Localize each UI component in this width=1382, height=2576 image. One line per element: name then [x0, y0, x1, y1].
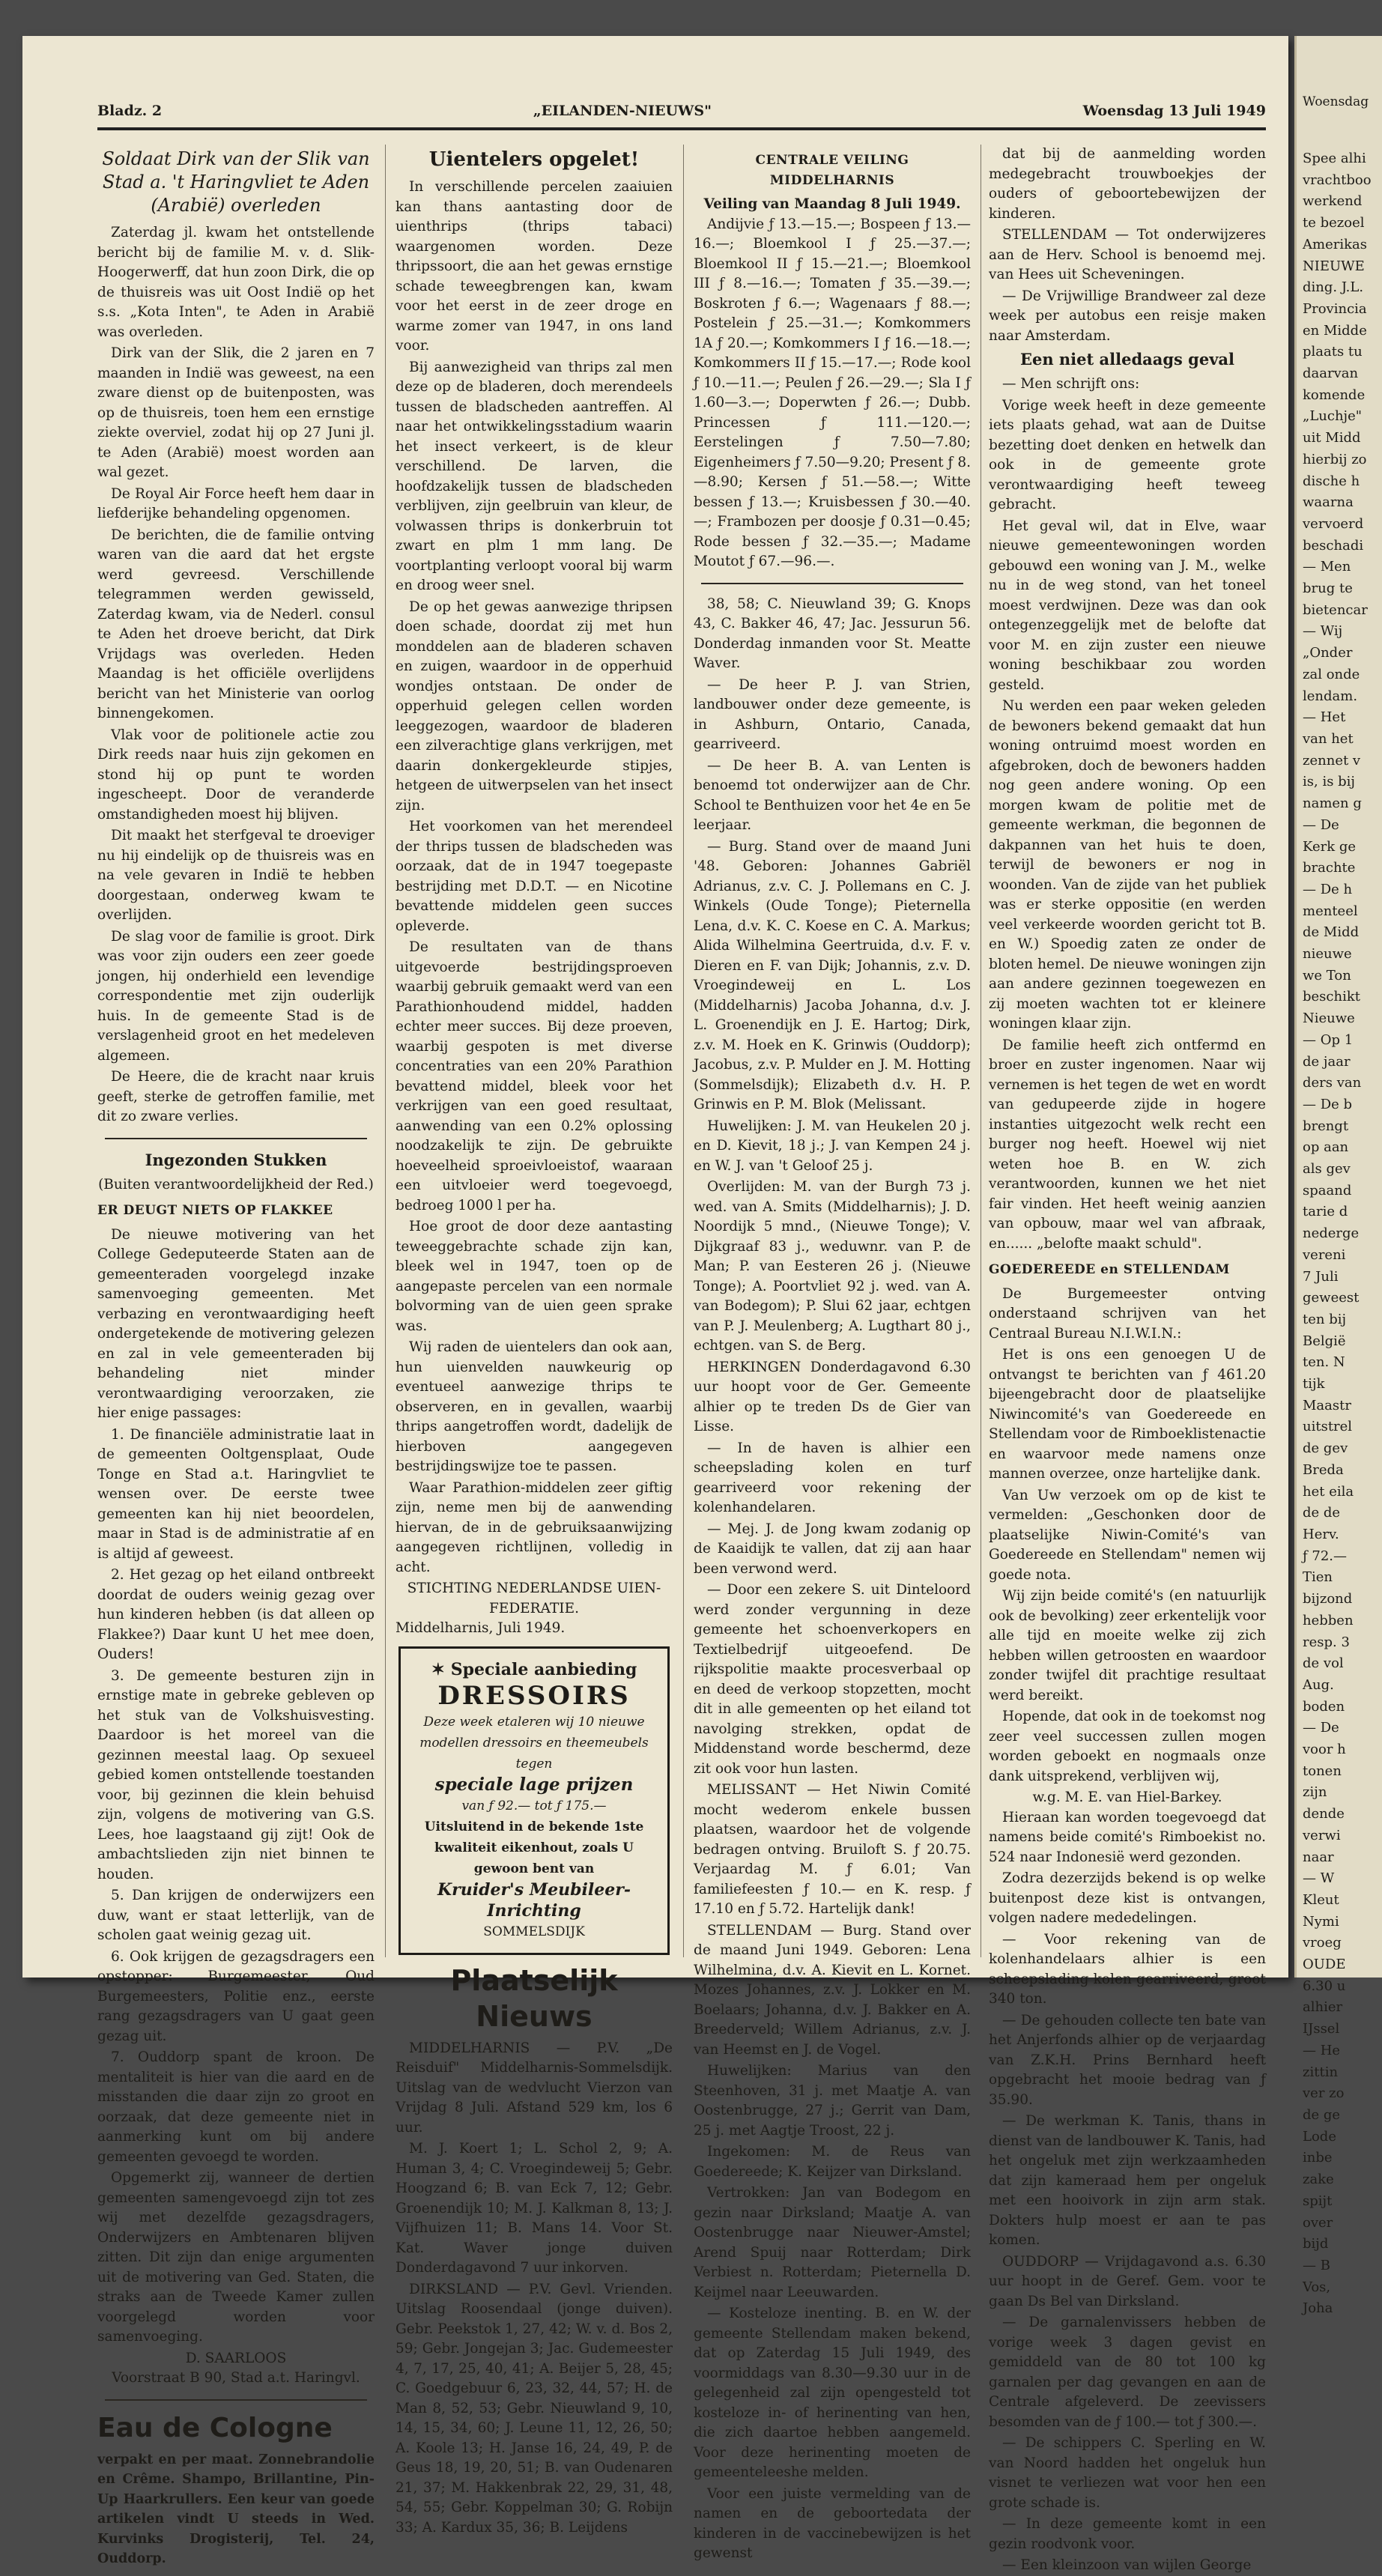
- article-title-goedereede: GOEDEREEDE en STELLENDAM: [989, 1262, 1230, 1277]
- next-page-line: zittin: [1303, 2064, 1339, 2080]
- article-flakkee: [97, 1225, 375, 2389]
- ad-dressoirs-line3: Deze week etaleren wij 10 nieuwe modellen dressoirs en theemeubels tegen: [419, 1714, 649, 1772]
- next-page-line: Kleut: [1303, 1891, 1339, 1908]
- next-page-line: het eila: [1303, 1483, 1354, 1500]
- paragraph: Opgemerkt zij, wanneer de dertien gemeenten samengevoegd zijn tot zes wij met dezelfde gezagsdragers, Onderwijzers en Ambtenaren blijven zitten. Dit zijn dan enige argumenten uit de motivering van Ged. Staten, die straks aan de Tweede Kamer zullen voorgelegd worden voor samenvoeging.: [97, 2170, 375, 2345]
- next-page-line: menteel: [1303, 903, 1358, 919]
- next-page-line: over: [1303, 2214, 1333, 2231]
- paragraph: M. J. Koert 1; L. Schol 2, 9; A. Human 3, 4; C. Vroegindeweij 5; Gebr. Hoogzand 6; B. van Eck 7, 12; Gebr. Groenendijk 10; M. J. Kalkman 8, 13; J. Vijfhuizen 11; B. Mans 14. Voor St. Kat. Waver jonge duiven Donderdagavond 7 uur inkorven.: [395, 2141, 673, 2276]
- newspaper-page: [22, 36, 1288, 2573]
- next-page-line: de de: [1303, 1505, 1341, 1521]
- next-page-line: en Midde: [1303, 322, 1367, 339]
- next-page-line: komende: [1303, 387, 1366, 403]
- next-page-line: zijn: [1303, 1784, 1327, 1801]
- paragraph: Zodra dezerzijds bekend is op welke buitenpost deze kist is ontvangen, volgen nadere mededelingen.: [989, 1870, 1266, 1926]
- next-page-line: voor h: [1303, 1742, 1346, 1758]
- next-page-line: zal onde: [1303, 666, 1360, 682]
- paragraph: Vlak voor de politionele actie zou Dirk reeds naar huis zijn gekomen en stond hij op punt te worden ingescheept. Door de veranderde omstandigheden moest hij blijven.: [97, 727, 375, 822]
- next-page-line: waarna: [1303, 494, 1354, 511]
- next-page-edge: [1294, 36, 1382, 2317]
- paragraph: In verschillende percelen zaaiuien kan thans aantasting door de uienthrips (thrips tabaci) waargenomen worden. Deze thripssoort, die aan het gewas ernstige schade teweegbrengen kan, kwam voor het eerst in de zeer droge en warme zomer van 1947, in ons land voor.: [395, 179, 673, 354]
- next-page-line: tarie d: [1303, 1204, 1348, 1220]
- next-page-line: 7 Juli: [1303, 1268, 1339, 1285]
- paragraph: — Een kleinzoon van wijlen George: [1002, 2557, 1252, 2573]
- next-page-line: Spee alhi: [1303, 151, 1366, 166]
- next-page-header: Woensdag: [1303, 94, 1369, 109]
- article-geval: [989, 375, 1266, 1254]
- next-page-line: de Midd: [1303, 924, 1360, 941]
- veiling-date: Veiling van Maandag 8 Juli 1949.: [703, 196, 961, 212]
- next-page-line: brachte: [1303, 860, 1356, 876]
- paragraph: De resultaten van de thans uitgevoerde bestrijdingsproeven waarbij gebruik gemaakt werd van een Parathionhoudend middel, hadden echter meer succes. Bij deze proeven, waarbij gespoten is met diverse concentraties van een 20% Parathion bevattend middel, bleek voor het verkrijgen van een goed resultaat, aanwending van een 0.2% oplossing noodzakelijk te zijn. De gebruikte hoeveelheid sproeivloeistof, waaraan een uitvloeier werd toegevoegd, bedroeg 1000 l per ha.: [395, 939, 673, 1213]
- ad-title-eau-de-cologne: Eau de Cologne: [97, 2412, 333, 2443]
- next-page-line: — W: [1303, 1870, 1335, 1887]
- next-page-line: verwi: [1303, 1827, 1341, 1843]
- next-page-line: tonen: [1303, 1763, 1342, 1779]
- column-divider: [683, 145, 684, 1957]
- next-page-line: ver zo: [1303, 2085, 1345, 2102]
- next-page-text: [1297, 148, 1382, 2320]
- page-header: [97, 96, 1266, 126]
- next-page-line: geweest: [1303, 1290, 1360, 1306]
- paragraph: Overlijden: M. van der Burgh 73 j. wed. van A. Smits (Middelharnis); J. D. Noordijk 5 mnd., (Nieuwe Tonge); V. Dijkgraaf 83 j., weduwnr. van P. de Man; P. van Eesteren 26 j. (Nieuwe Tonge); A. Poortvliet 92 j. wed. van A. van Bodegom); P. Slui 62 jaar, echtgen van P. J. Meulenberg; A. Lugthart 80 j., echtgen. van S. de Berg.: [694, 1179, 971, 1354]
- section-rule: [105, 1138, 367, 1139]
- next-page-line: als gev: [1303, 1161, 1351, 1178]
- paragraph: Het voorkomen van het merendeel der thrips tussen de bladscheden was oorzaak, dat de in 1947 toegepaste bestrijding met D.D.T. — en Nicotine bevattende middelen geen succes opleverde.: [395, 819, 673, 934]
- ad-dressoirs-line6: Uitsluitend in de bekende 1ste kwaliteit eikenhout, zoals U gewoon bent van: [424, 1819, 644, 1876]
- paragraph: 5. Dan krijgen de onderwijzers een duw, want er staat letterlijk, van de scholen gaat weinig gezag uit.: [97, 1888, 375, 1943]
- next-page-line: — Op 1: [1303, 1031, 1354, 1048]
- next-page-line: Amerikas: [1303, 236, 1367, 252]
- paragraph: Hieraan kan worden toegevoegd dat namens beide comité's Rimboekist no. 524 naar Indonesië werd gezonden.: [989, 1809, 1266, 1865]
- next-page-line: België: [1303, 1333, 1346, 1349]
- next-page-line: vereni: [1303, 1246, 1346, 1263]
- article-local-news: [694, 595, 971, 2564]
- paragraph: Ingekomen: M. de Reus van Goedereede; K. Keijzer van Dirksland.: [694, 2144, 971, 2180]
- paragraph: De berichten, die de familie ontving waren van die aard dat het ergste werd gevreesd. Verschillende telegrammen werden gewisseld, Zaterdag kwam, via de Nederl. consul te Aden het droeve bericht, dat Dirk Vrijdags was overleden. Heden Maandag is het officiële overlijdens bericht van het Ministerie van oorlog binnengekomen.: [97, 527, 375, 721]
- ad-dressoirs-line4: speciale lage prijzen: [434, 1774, 634, 1795]
- next-page-line: „Onder: [1303, 645, 1353, 661]
- paragraph: Huwelijken: J. M. van Heukelen 20 j. en D. Kievit, 18 j.; J. van Kempen 24 j. en W. J. van 't Geloof 25 j.: [694, 1118, 971, 1174]
- paragraph: Voor een juiste vermelding van de namen en de geboortedata der kinderen in de vaccinebewijzen is het gewenst: [694, 2485, 971, 2561]
- ad-dressoirs-line1: ✶ Speciale aanbieding: [431, 1659, 637, 1679]
- next-page-line: dische h: [1303, 473, 1360, 489]
- next-page-line: bijd: [1303, 2236, 1329, 2252]
- article-uientelers: [395, 178, 673, 1639]
- next-page-line: bietencar: [1303, 601, 1368, 618]
- signature-organisation: STICHTING NEDERLANDSE UIEN-FEDERATIE.: [407, 1581, 661, 1616]
- ad-dressoirs-line7: Kruider's Meubileer-Inrichting: [437, 1879, 631, 1921]
- next-page-line: IJssel: [1303, 2021, 1340, 2037]
- paragraph: De Heere, die de kracht naar kruis geeft, sterke de getroffen familie, met dit zo zware verlies.: [97, 1069, 375, 1124]
- next-page-line: dende: [1303, 1806, 1345, 1822]
- paragraph: HERKINGEN Donderdagavond 6.30 uur hoopt voor de Ger. Gemeente alhier op te treden Ds de Gier van Lisse.: [694, 1359, 971, 1434]
- column-1: [97, 145, 375, 2566]
- paragraph: — De schippers C. Sperling en W. van Noord hadden het ongeluk hun visnet te verliezen wat voor hen een grote schade is.: [989, 2435, 1266, 2511]
- paragraph: STELLENDAM — Tot onderwijzeres aan de Herv. School is benoemd mej. van Hees uit Scheveningen.: [989, 227, 1266, 282]
- paragraph: — De Vrijwillige Brandweer zal deze week per autobus een reisje maken naar Amsterdam.: [989, 288, 1266, 344]
- paragraph: Hoe groot de door deze aantasting teweeggebrachte schade zijn kan, bleek wel in 1947, toen op de aangepaste percelen van een normale bolvorming van de uien geen sprake was.: [395, 1219, 673, 1334]
- paragraph: — Kosteloze inenting. B. en W. der gemeente Stellendam maken bekend, dat op Zaterdag 15 Juli 1949, des voormiddags van 8.30—9.30 uur in de gelegenheid zal zijn opengesteld tot kosteloze in- of herinenting van hen, die zich daartoe hebben aangemeld. Voor deze herinenting moeten de gemeenteleeshe melden.: [694, 2306, 971, 2480]
- next-page-line: ten bij: [1303, 1311, 1347, 1327]
- column-divider: [385, 145, 386, 1957]
- next-page-line: — De h: [1303, 881, 1353, 897]
- veiling-prices: Andijvie ƒ 13.—15.—; Bospeen ƒ 13.—16.—; Bloemkool I ƒ 25.—37.—; Bloemkool II ƒ 15.—21.—; Bloemkool III ƒ 8.—16.—; Tomaten ƒ 35.—39.—; Boskroten ƒ 6.—; Wagenaars ƒ 88.—; Postelein ƒ 25.—31.—; Komkommers 1A ƒ 20.—; Komkommers I ƒ 16.—18.—; Komkommers II ƒ 15.—17.—; Rode kool ƒ 10.—11.—; Peulen ƒ 26.—29.—; Sla I ƒ 1.60—3.—; Doperwten ƒ 26.—; Dubb. Princessen ƒ 111.—120.—; Eerstelingen ƒ 7.50—7.80; Eigenheimers ƒ 7.50—9.20; Present ƒ 8.—8.90; Kersen ƒ 51.—58.—; Witte bessen ƒ 13.—; Kruisbessen ƒ 30.—40.—; Frambozen per doosje ƒ 0.31—0.45; Rode bessen ƒ 32.—35.—; Madame Moutot ƒ 67.—96.—.: [694, 216, 971, 569]
- paragraph: Vertrokken: Jan van Bodegom en gezin naar Dirksland; Maatje A. van Oostenbrugge naar Nieuwer-Amstel; Arend Spuij naar Rotterdam; Dirk Verbiest n. Rotterdam; Pieternella D. Keijmel naar Leeuwarden.: [694, 2185, 971, 2300]
- next-page-line: lendam.: [1303, 688, 1358, 704]
- paragraph: Bij aanwezigheid van thrips zal men deze op de bladeren, doch merendeels tussen de bladscheden aantreffen. Al naar het ontwikkelingsstadium waarin het insect verkeert, is de kleur verschillend. De larven, die hoofdzakelijk tussen de bladscheden verblijven, zijn geelbruin van kleur, de volwassen thrips is donkerbruin tot zwart en plm 1 mm lang. De voortplanting verloopt vooral bij warm en droog weer snel.: [395, 359, 673, 593]
- paragraph: 2. Het gezag op het eiland ontbreekt doordat de ouders weinig gezag over hun kinderen hebben (is dat alleen op Flakkee?) Daar kunt U het mee doen, Ouders!: [97, 1567, 375, 1662]
- next-page-line: op aan: [1303, 1139, 1349, 1156]
- section-title-plaatselijk: Plaatselijk Nieuws: [450, 1963, 618, 2033]
- paragraph: — Men schrijft ons:: [1002, 376, 1140, 392]
- signature: w.g. M. E. van Hiel-Barkey.: [1032, 1789, 1222, 1805]
- paragraph: Huwelijken: Marius van den Steenhoven, 31 j. met Maatje A. van Oostenbrugge, 27 j.; Gerrit van Dam, 25 j. met Aagtje Troost, 22 j.: [694, 2063, 971, 2139]
- next-page-line: vervoerd: [1303, 515, 1364, 532]
- signature-name: D. SAARLOOS: [185, 2350, 287, 2366]
- paragraph: MIDDELHARNIS — P.V. „De Reisduif" Middelharnis-Sommelsdijk. Uitslag van de wedvlucht Vierzon van Vrijdag 8 Juli. Afstand 529 km, los 6 uur.: [395, 2040, 673, 2136]
- next-page-line: spaand: [1303, 1182, 1352, 1198]
- next-page-line: we Ton: [1303, 967, 1351, 984]
- next-page-line: namen g: [1303, 795, 1362, 812]
- section-rule: [701, 583, 963, 584]
- paragraph: — In de haven is alhier een scheepslading kolen en turf gearriveerd voor rekening der kolenhandelaren.: [694, 1440, 971, 1515]
- next-page-line: „Luchje": [1303, 408, 1363, 425]
- paragraph: Dit maakt het sterfgeval te droeviger nu hij eindelijk op de thuisreis was en na vele gevaren in Indië te hebben doorgestaan, onderweg kwam te overlijden.: [97, 828, 375, 923]
- paragraph: Nu werden een paar weken geleden de bewoners bekend gemaakt dat hun woning ontruimd moest worden en afgebroken, doch de bewoners hadden nog geen andere woning. Op een morgen kwam de politie met de gemeente werkman, die begonnen de dakpannen van het huis te doen, terwijl de bewoners er nog in woonden. Van de zijde van het publiek was er sterke oppositie (en werden veel verkeerde woorden gericht tot B. en W.) Spoedig zaten ze onder de bloten hemel. De nieuwe woningen zijn aan andere gezinnen toegewezen en zij moeten wachten tot er kleinere woningen klaar zijn.: [989, 698, 1266, 1031]
- article-title-flakkee: ER DEUGT NIETS OP FLAKKEE: [97, 1203, 333, 1218]
- next-page-line: — B: [1303, 2257, 1330, 2273]
- next-page-line: spijt: [1303, 2192, 1333, 2209]
- paragraph: De Burgemeester ontving onderstaand schrijven van het Centraal Bureau N.I.W.I.N.:: [989, 1285, 1266, 1342]
- next-page-line: — Men: [1303, 559, 1351, 575]
- paragraph: — De werkman K. Tanis, thans in dienst van de landbouwer K. Tanis, had het ongeluk met zijn werkzaamheden dat zijn kameraad hem per ongeluk met een hooivork in zijn arm stak. Dokters hulp moest er aan te pas komen.: [989, 2113, 1266, 2248]
- next-page-line: uit Midd: [1303, 430, 1361, 446]
- paragraph: Vorige week heeft in deze gemeente iets plaats gehad, wat aan de Duitse bezetting doet denken en hetwelk dan ook in de gemeente grote verontwaardiging heeft teweeg gebracht.: [989, 397, 1266, 512]
- signature-address: Voorstraat B 90, Stad a.t. Haringvl.: [112, 2370, 360, 2386]
- next-page-line: bijzond: [1303, 1591, 1353, 1607]
- next-page-line: alhier: [1303, 1999, 1343, 2016]
- next-page-line: de jaar: [1303, 1053, 1351, 1070]
- section-subtitle: (Buiten verantwoordelijkheid der Red.): [98, 1176, 374, 1192]
- next-page-line: ders van: [1303, 1075, 1362, 1091]
- issue-date: Woensdag 13 Juli 1949: [1082, 103, 1266, 119]
- next-page-line: de gev: [1303, 1440, 1348, 1457]
- next-page-line: Aug.: [1303, 1676, 1334, 1693]
- paragraph: — Mej. J. de Jong kwam zodanig op de Kaaidijk te vallen, dat zij aan haar been verwond werd.: [694, 1521, 971, 1577]
- next-page-line: — He: [1303, 2042, 1341, 2058]
- paragraph: Wij raden de uientelers dan ook aan, hun uienvelden nauwkeurig op eventueel aanwezige thrips te observeren, en in gevallen, waarbij thrips aangetroffen wordt, dadelijk de hierboven aangegeven bestrijdingswijze toe te passen.: [395, 1339, 673, 1474]
- paragraph: — De garnalenvissers hebben de vorige week 3 dagen gevist en gemiddeld van de 80 tot 100 kg garnalen per dag gevangen en aan de Centrale afgeleverd. De zeevissers besomden van de ƒ 100.— tot ƒ 300.—.: [989, 2315, 1266, 2430]
- next-page-line: zake: [1303, 2172, 1334, 2188]
- paragraph: 6. Ook krijgen de gezagsdragers een opstopper: Burgemeester, Oud Burgemeesters, Politie enz., eerste rang gezagsdragers van U gaat geen gezag uit.: [97, 1948, 375, 2044]
- article-plaatselijk: [395, 2039, 673, 2539]
- paragraph: — Door een zekere S. uit Dinteloord werd zonder vergunning in deze gemeente het schoenverkopers en Textielbedrijf uitgeoefend. De rijkspolitie maakte procesverbaal op en deed de verkoop stopzetten, mocht dit in alle gemeenten op het eiland tot navolging strekken, opdat de Middenstand worde beschermd, deze zit ook voor hun lasten.: [694, 1582, 971, 1777]
- next-page-line: beschadi: [1303, 537, 1364, 554]
- paragraph: Waar Parathion-middelen zeer giftig zijn, neme men bij de aanwending hiervan, de in de gebruiksaanwijzing aangegeven richtlijnen, volledig in acht.: [395, 1479, 673, 1575]
- next-page-line: hebben: [1303, 1612, 1354, 1628]
- ad-dressoirs-line8: SOMMELSDIJK: [483, 1924, 585, 1939]
- paragraph: STELLENDAM — Burg. Stand over de maand Juni 1949. Geboren: Lena Wilhelmina, d.v. A. Kievit en L. Kornet. Mozes Johannes, z.v. J. Lokker en M. Boelaars; Johanna, d.v. J. Bakker en A. Breederveld; Willem Adrianus, z.v. J. van Heemst en J. de Vogel.: [694, 1922, 971, 2058]
- article-goedereede: [989, 1285, 1266, 1808]
- next-page-line: 6.30 u: [1303, 1978, 1346, 1994]
- next-page-line: Kerk ge: [1303, 838, 1357, 855]
- paragraph: De slag voor de familie is groot. Dirk was voor zijn ouders een zeer goede jongen, hij onderhield een levendige correspondentie met zijn ouderlijk huis. In de gemeente Stad is de verslagenheid groot en het medeleven algemeen.: [97, 928, 375, 1064]
- column-3: [694, 145, 971, 2561]
- next-page-line: Breda: [1303, 1461, 1344, 1478]
- article-title-uientelers: Uientelers opgelet!: [428, 148, 640, 171]
- paragraph: De Royal Air Force heeft hem daar in liefderijke behandeling opgenomen.: [97, 485, 375, 521]
- next-page-line: vrachtboo: [1303, 172, 1372, 188]
- next-page-line: hierbij zo: [1303, 451, 1367, 467]
- next-page-line: — De: [1303, 1720, 1339, 1736]
- paragraph: Dirk van der Slik, die 2 jaren en 7 maanden in Indië was geweest, na een zware dienst op de buitenposten, was op de thuisreis, toen hem een ernstige ziekte overviel, zodat hij op 27 Juni jl. te Aden (Arabië) moest worden aan wal gezet.: [97, 345, 375, 480]
- ad-dressoirs-line5: van ƒ 92.— tot ƒ 175.—: [461, 1798, 607, 1813]
- paragraph: DIRKSLAND — P.V. Gevl. Vrienden. Uitslag Roosendaal (jonge duiven). Gebr. Peekstok 1, 27, 42; W. v. d. Bos 2, 59; Gebr. Jongejan 3; Jac. Gudemeester 4, 7, 17, 25, 40, 41; A. Beijer 5, 28, 45; C. Goedgebuur 6, 23, 32, 44, 57; H. de Man 8, 52, 53; Gebr. Nieuwland 9, 10, 14, 15, 34, 60; J. Leune 11, 12, 26, 50; A. Koole 13; H. Janse 16, 24, 49, P. de Geus 18, 19, 20, 51; B. van Oudenaren 21, 37; M. Hakkenbrak 22, 29, 31, 48, 54, 55; Gebr. Koppelman 30; G. Robijn 33; A. Kardux 35, 36; B. Leijdens: [395, 2281, 673, 2536]
- column-4: [989, 145, 1266, 2573]
- ad-dressoirs: [398, 1646, 670, 1955]
- paragraph: De op het gewas aanwezige thripsen doen schade, doordat zij met hun monddelen aan de bladeren schaven en zuigen, waardoor in de opperhuid wondjes ontstaan. De onder de opperhuid gelegen cellen worden leeggezogen, waardoor de bladeren een zilverachtige glans verkrijgen, met daarin donkergekleurde stipjes, hetgeen de uitwerpselen van het insect zijn.: [395, 598, 673, 813]
- article-soldaat: [97, 223, 375, 1127]
- paragraph: Zaterdag jl. kwam het ontstellende bericht bij de familie M. v. d. Slik-Hoogerwerff, dat hun zoon Dirk, die op de thuisreis was uit Oost Indië op het s.s. „Kota Inten", te Aden in Arabië was overleden.: [97, 225, 375, 340]
- next-page-line: naar: [1303, 1849, 1334, 1865]
- section-title-ingezonden: Ingezonden Stukken: [145, 1150, 327, 1169]
- article-local-news-2: [989, 1808, 1266, 2576]
- paragraph: Wij zijn beide comité's (en natuurlijk ook de bevolking) zeer erkentelijk voor alle tijd en moeite welke zij zich hebben willen getroosten en waardoor zonder twijfel dit prachtige resultaat werd bereikt.: [989, 1588, 1266, 1703]
- next-page-line: ƒ 72.—: [1303, 1548, 1348, 1564]
- next-page-line: Herv.: [1303, 1527, 1339, 1542]
- paragraph: 38, 58; C. Nieuwland 39; G. Knops 43, C. Bakker 46, 47; Jac. Jessurun 56. Donderdag inmanden voor St. Meatte Waver.: [694, 595, 971, 671]
- next-page-line: Provincia: [1303, 300, 1367, 317]
- next-page-line: Nymi: [1303, 1913, 1339, 1930]
- next-page-line: vroeg: [1303, 1935, 1342, 1951]
- next-page-line: te bezoel: [1303, 215, 1365, 231]
- next-page-line: brug te: [1303, 581, 1353, 597]
- paragraph: — Voor rekening van de kolenhandelaars alhier is een scheepslading kolen gearriveerd, groot 340 ton.: [989, 1931, 1266, 2007]
- paragraph: OUDDORP — Vrijdagavond a.s. 6.30 uur hoopt in de Geref. Gem. voor te gaan Ds Bel van Dirksland.: [989, 2253, 1266, 2309]
- next-page-line: Nieuwe: [1303, 1010, 1355, 1027]
- article-title-veiling: CENTRALE VEILING MIDDELHARNIS: [755, 153, 909, 188]
- next-page-line: plaats tu: [1303, 344, 1363, 360]
- next-page-line: inbe: [1303, 2150, 1333, 2166]
- next-page-line: uitstrel: [1303, 1419, 1353, 1435]
- next-page-line: — Het: [1303, 709, 1346, 726]
- paragraph: — De heer B. A. van Lenten is benoemd tot onderwijzer aan de Chr. School te Benthuizen voor het 4e en 5e leerjaar.: [694, 757, 971, 833]
- next-page-line: de vol: [1303, 1655, 1344, 1672]
- header-rule: [97, 127, 1266, 130]
- paragraph: MELISSANT — Het Niwin Comité mocht wederom enkele bussen plaatsen, waardoor het de volgende bedragen ontving. Bruiloft S. ƒ 20.75. Verjaardag M. ƒ 6.01; Van familiefeesten ƒ 10.— en K. resp. ƒ 17.10 en ƒ 5.72. Hartelijk dank!: [694, 1782, 971, 1917]
- next-page-line: nederge: [1303, 1225, 1360, 1242]
- paragraph: 3. De gemeente besturen zijn in ernstige mate in gebreke gebleven op het stuk van de Volkshuisvesting. Daardoor is het moreel van die gezinnen meestal laag. Op sexueel gebied komen ontstellende toestanden voor, bij gezinnen die klein behuisd zijn, volgens de motivering van G.S. Lees, hoe laagstaand gij zijt! Ook de ambachtslieden zijn niet binnen te houden.: [97, 1667, 375, 1882]
- column-2: [395, 145, 673, 2536]
- article-title-soldaat: Soldaat Dirk van der Slik van Stad a. 't Haringvliet te Aden (Arabië) overleden: [102, 148, 370, 216]
- next-page-line: van het: [1303, 730, 1354, 747]
- page-number: Bladz. 2: [97, 103, 163, 119]
- paragraph: 1. De financiële administratie laat in de gemeenten Ooltgensplaat, Oude Tonge en Stad a.t. Haringvliet te wensen over. De eerste twee gemeenten kan hij niet beoordelen, maar in Stad is de administratie af en is altijd af geweest.: [97, 1426, 375, 1562]
- article-title-geval: Een niet alledaags geval: [1019, 350, 1235, 369]
- next-page-line: zennet v: [1303, 752, 1361, 769]
- paragraph: — De gehouden collecte ten bate van het Anjerfonds alhier op de verjaardag van Z.K.H. Prins Bernhard heeft opgebracht het mooie bedrag van ƒ 35.90.: [989, 2012, 1266, 2108]
- next-page-line: brengt: [1303, 1118, 1349, 1134]
- next-page-line: NIEUWE: [1303, 258, 1365, 274]
- next-page-line: werkend: [1303, 193, 1363, 210]
- paragraph: Hopende, dat ook in de toekomst nog zeer veel successen zullen mogen worden geboekt en nogmaals onze dank uitsprekend, verblijven wij,: [989, 1709, 1266, 1784]
- paragraph: dat bij de aanmelding worden medegebracht trouwboekjes der ouders of geboortebewijzen der kinderen.: [989, 146, 1266, 222]
- next-page-line: Vos,: [1303, 2279, 1331, 2295]
- next-page-line: Joha: [1303, 2300, 1333, 2317]
- paragraph: — De heer P. J. van Strien, landbouwer onder deze gemeente, is in Ashburn, Ontario, Canada, gearriveerd.: [694, 676, 971, 752]
- paragraph: 7. Ouddorp spant de kroon. De mentaliteit is hier van die aard en de misstanden die daar zijn zo groot en oorzaak, dat deze gemeente niet in aanmerking kunt om bij andere gemeenten gevoegd te worden.: [97, 2049, 375, 2165]
- section-rule: [105, 2399, 367, 2401]
- next-page-line: beschikt: [1303, 989, 1360, 1005]
- paper-title: „EILANDEN-NIEUWS": [533, 103, 712, 119]
- next-page-line: is, is bij: [1303, 774, 1356, 790]
- next-page-line: Tien: [1303, 1569, 1333, 1586]
- next-page-line: Lode: [1303, 2128, 1336, 2145]
- next-page-line: de ge: [1303, 2106, 1341, 2123]
- paragraph: De familie heeft zich ontfermd en broer en zuster ingenomen. Naar wij vernemen is het tegen de wet en wordt van gedupeerde zijde in hogere instanties uitgezocht welk recht een burger nog heeft. Hoewel wij niet weten hoe B. en W. zich verantwoorden, kunnen we het niet fair vinden. Het heeft weinig aanzien van opbouw, maar wel van afbraak, en...... „belofte maakt schuld".: [989, 1037, 1266, 1252]
- next-page-line: — De: [1303, 816, 1339, 833]
- ad-body-eau-de-cologne: verpakt en per maat. Zonnebrandolie en Crême. Shampo, Brillantine, Pin-Up Haarkrullers. Een keur van goede artikelen vindt U steeds in Wed. Kurvinks Drogisterij, Tel. 24, Ouddorp.: [97, 2452, 375, 2566]
- next-page-line: ding. J.L.: [1303, 279, 1364, 296]
- next-page-line: nieuwe: [1303, 946, 1352, 963]
- paragraph: Van Uw verzoek om op de kist te vermelden: „Geschonken door de plaatselijke Niwin-Comité's van Goedereede en Stellendam" nemen wij goede nota.: [989, 1487, 1266, 1583]
- next-page-line: ten. N: [1303, 1354, 1345, 1371]
- paragraph: Het geval wil, dat in Elve, waar nieuwe gemeentewoningen worden gebouwd een woning van J. M., welke nu in de weg stond, van het toneel moest verdwijnen. Deze was dan ook ontegenzeggelijk met de belofte dat voor M. en zijn zuster een nieuwe woning beschikbaar zou worden gesteld.: [989, 518, 1266, 693]
- next-page-line: boden: [1303, 1698, 1345, 1715]
- next-page-line: daarvan: [1303, 366, 1359, 382]
- next-page-line: OUDE: [1303, 1957, 1346, 1973]
- paragraph: Het is ons een genoegen U de ontvangst te berichten van ƒ 461.20 bijeengebracht door de plaatselijke Niwincomité's van Goedereede en Stellendam voor de Rimboeklistenactie en waarvoor mede namens onze mannen overzee, onze hartelijke dank.: [989, 1347, 1266, 1482]
- paragraph: — In deze gemeente komt in een gezin roodvonk voor.: [989, 2516, 1266, 2552]
- ad-dressoirs-line2: DRESSOIRS: [437, 1680, 631, 1711]
- next-page-line: tijk: [1303, 1376, 1325, 1392]
- next-page-line: resp. 3: [1303, 1634, 1350, 1650]
- next-page-line: Maastr: [1303, 1397, 1351, 1413]
- paragraph: — Burg. Stand over de maand Juni '48. Geboren: Johannes Gabriël Adrianus, z.v. C. J. Pollemans en C. J. Winkels (Oude Tonge); Pieternella Lena, d.v. K. C. Koese en C. A. Markus; Alida Wilhelmina Geertruida, d.v. F. v. Dieren en F. van Dijk; Johannis, z.v. D. Vroegindeweij en L. Los (Middelharnis) Jacoba Johanna, d.v. J. L. Groenendijk en J. E. Hartog; Dirk, z.v. M. Hoek en K. Grinwis (Ouddorp); Jacobus, z.v. P. Mulder en J. M. Hotting (Sommelsdijk); Elizabeth d.v. H. P. Grinwis en P. M. Blok (Melissant.: [694, 838, 971, 1112]
- next-page-line: — Wij: [1303, 623, 1343, 640]
- paragraph: De nieuwe motivering van het College Gedeputeerde Staten aan de gemeenteraden voorgelegd inzake samenvoeging gemeenten. Met verbazing en verontwaardiging heeft ondergetekende de motivering gelezen en zal in vele gemeenteraden bij behandeling niet minder verontwaardiging veroorzaken, zie hier enige passages:: [97, 1226, 375, 1421]
- next-page-line: — De b: [1303, 1096, 1353, 1112]
- signature-place-date: Middelharnis, Juli 1949.: [395, 1620, 566, 1636]
